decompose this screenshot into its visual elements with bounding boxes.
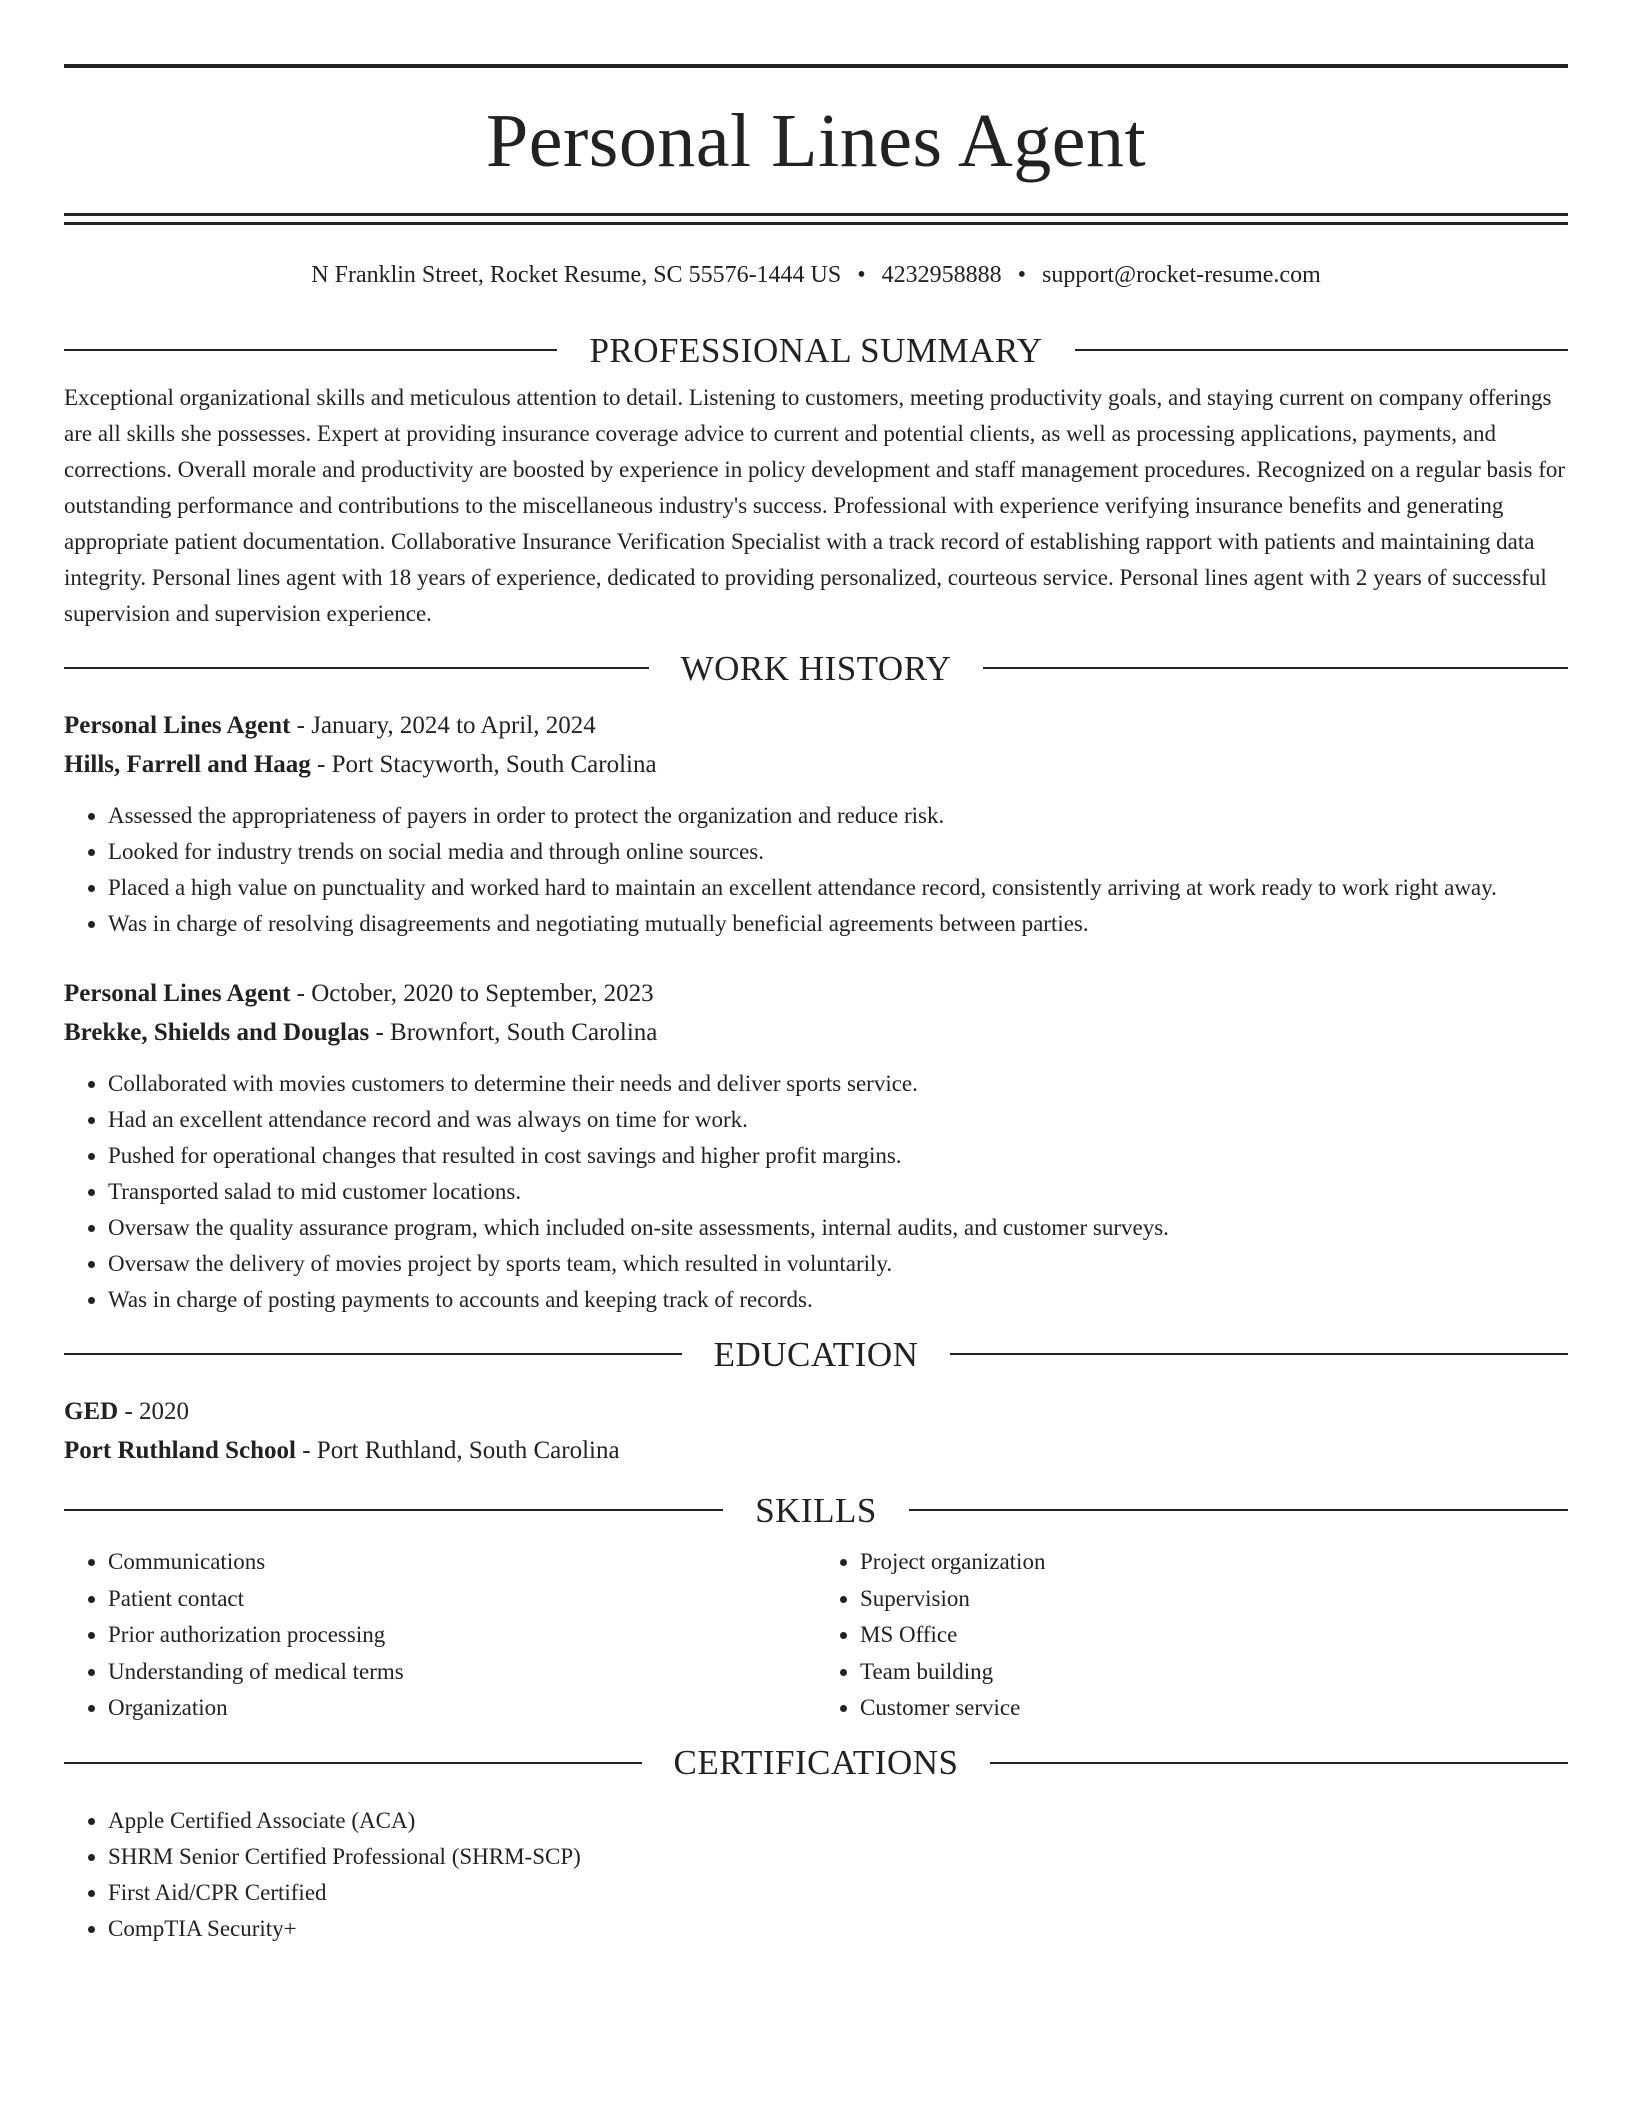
list-item: • Assessed the appropriateness of payers in order to protect the organization and reduce risk. xyxy=(108,798,1568,834)
section-rule xyxy=(950,1353,1568,1355)
section-rule xyxy=(64,1509,723,1511)
list-item: • Customer service xyxy=(860,1690,1568,1727)
section-header-certifications xyxy=(64,1743,1568,1783)
header-double-rule xyxy=(64,213,1568,225)
list-item: • First Aid/CPR Certified xyxy=(108,1875,1568,1911)
list-item: • Placed a high value on punctuality and worked hard to maintain an excellent attendance record, consistently arriving at work ready to work right away. xyxy=(108,870,1568,906)
job-title-line xyxy=(64,974,1568,1013)
education-school-line xyxy=(64,1431,1568,1470)
contact-line xyxy=(64,263,1568,287)
list-item: • Patient contact xyxy=(108,1581,816,1618)
job-title: Personal Lines Agent xyxy=(64,980,291,1007)
job-company: Hills, Farrell and Haag xyxy=(64,751,311,778)
contact-separator: • xyxy=(857,262,866,288)
job-company-line xyxy=(64,1013,1568,1052)
job-title: Personal Lines Agent xyxy=(64,712,291,739)
list-item: • MS Office xyxy=(860,1617,1568,1654)
section-rule xyxy=(983,667,1568,669)
job-location: - Port Stacyworth, South Carolina xyxy=(310,751,657,778)
resume-page xyxy=(64,64,1568,1947)
job-bullets xyxy=(64,798,1568,942)
skills-column-left xyxy=(64,1544,816,1727)
section-rule xyxy=(64,667,649,669)
section-title: WORK HISTORY xyxy=(680,648,952,688)
contact-separator: • xyxy=(1017,262,1027,288)
list-item: • Organization xyxy=(108,1690,816,1727)
list-item: • Communications xyxy=(108,1544,816,1581)
name-block xyxy=(64,68,1568,213)
list-item: • Understanding of medical terms xyxy=(108,1654,816,1691)
list-item: • Had an excellent attendance record and was always on time for work. xyxy=(108,1102,1568,1138)
contact-email: support@rocket-resume.com xyxy=(1042,262,1321,288)
education-entry xyxy=(64,1392,1568,1470)
list-item: • Apple Certified Associate (ACA) xyxy=(108,1803,1568,1839)
list-item: • Transported salad to mid customer locations. xyxy=(108,1174,1568,1210)
job-bullets xyxy=(64,1066,1568,1318)
job-dates: - October, 2020 to September, 2023 xyxy=(290,980,654,1007)
list-item: • Prior authorization processing xyxy=(108,1617,816,1654)
job-company: Brekke, Shields and Douglas xyxy=(64,1019,370,1046)
skills-column-right xyxy=(816,1544,1568,1727)
list-item: • Collaborated with movies customers to determine their needs and deliver sports service. xyxy=(108,1066,1568,1102)
list-item: • Oversaw the delivery of movies project by sports team, which resulted in voluntarily. xyxy=(108,1246,1568,1282)
list-item: • Supervision xyxy=(860,1581,1568,1618)
job-entry xyxy=(64,706,1568,942)
section-rule xyxy=(990,1762,1568,1764)
job-company-line xyxy=(64,745,1568,784)
job-location: - Brownfort, South Carolina xyxy=(369,1019,658,1046)
list-item: • Pushed for operational changes that resulted in cost savings and higher profit margins. xyxy=(108,1138,1568,1174)
list-item: • SHRM Senior Certified Professional (SHRM-SCP) xyxy=(108,1839,1568,1875)
list-item: • CompTIA Security+ xyxy=(108,1911,1568,1947)
job-title-line xyxy=(64,706,1568,745)
list-item: • Project organization xyxy=(860,1544,1568,1581)
section-header-education xyxy=(64,1334,1568,1374)
section-header-summary xyxy=(64,330,1568,370)
section-title: SKILLS xyxy=(755,1490,877,1530)
job-entry xyxy=(64,974,1568,1318)
section-title: PROFESSIONAL SUMMARY xyxy=(589,330,1043,370)
section-title: EDUCATION xyxy=(713,1334,919,1374)
education-school: Port Ruthland School xyxy=(64,1437,296,1464)
summary-text: Exceptional organizational skills and meticulous attention to detail. Listening to customers, meeting productivity goals, and staying current on company offerings are all skills she possesses. Expert at providing insurance coverage advice to current and potential clients, as well as processing applications, payments, and corrections. Overall morale and productivity are boosted by experience in policy development and staff management procedures. Recognized on a regular basis for outstanding performance and contributions to the miscellaneous industry's success. Professional with experience verifying insurance benefits and generating appropriate patient documentation. Collaborative Insurance Verification Specialist with a track record of establishing rapport with patients and maintaining data integrity. Personal lines agent with 18 years of experience, dedicated to providing personalized, courteous service. Personal lines agent with 2 years of successful supervision and supervision experience. xyxy=(64,385,1566,626)
certifications-list xyxy=(64,1803,1568,1947)
resume-name: Personal Lines Agent xyxy=(485,98,1147,183)
section-rule xyxy=(64,349,557,351)
section-header-skills xyxy=(64,1490,1568,1530)
list-item: • Was in charge of posting payments to accounts and keeping track of records. xyxy=(108,1282,1568,1318)
list-item: • Looked for industry trends on social media and through online sources. xyxy=(108,834,1568,870)
education-location: - Port Ruthland, South Carolina xyxy=(295,1437,620,1464)
contact-address: N Franklin Street, Rocket Resume, SC 55576-1444 US xyxy=(311,262,842,288)
education-degree: GED xyxy=(64,1398,119,1425)
skills-grid xyxy=(64,1544,1568,1727)
education-degree-line xyxy=(64,1392,1568,1431)
section-rule xyxy=(64,1762,642,1764)
section-rule xyxy=(1075,349,1568,351)
education-year: - 2020 xyxy=(118,1398,190,1425)
list-item: • Team building xyxy=(860,1654,1568,1691)
section-rule xyxy=(64,1353,682,1355)
section-rule xyxy=(909,1509,1568,1511)
list-item: • Was in charge of resolving disagreements and negotiating mutually beneficial agreements between parties. xyxy=(108,906,1568,942)
section-title: CERTIFICATIONS xyxy=(673,1743,959,1782)
job-dates: - January, 2024 to April, 2024 xyxy=(290,712,596,739)
section-header-work xyxy=(64,648,1568,688)
list-item: • Oversaw the quality assurance program, which included on-site assessments, internal audits, and customer surveys. xyxy=(108,1210,1568,1246)
contact-phone: 4232958888 xyxy=(881,262,1002,288)
